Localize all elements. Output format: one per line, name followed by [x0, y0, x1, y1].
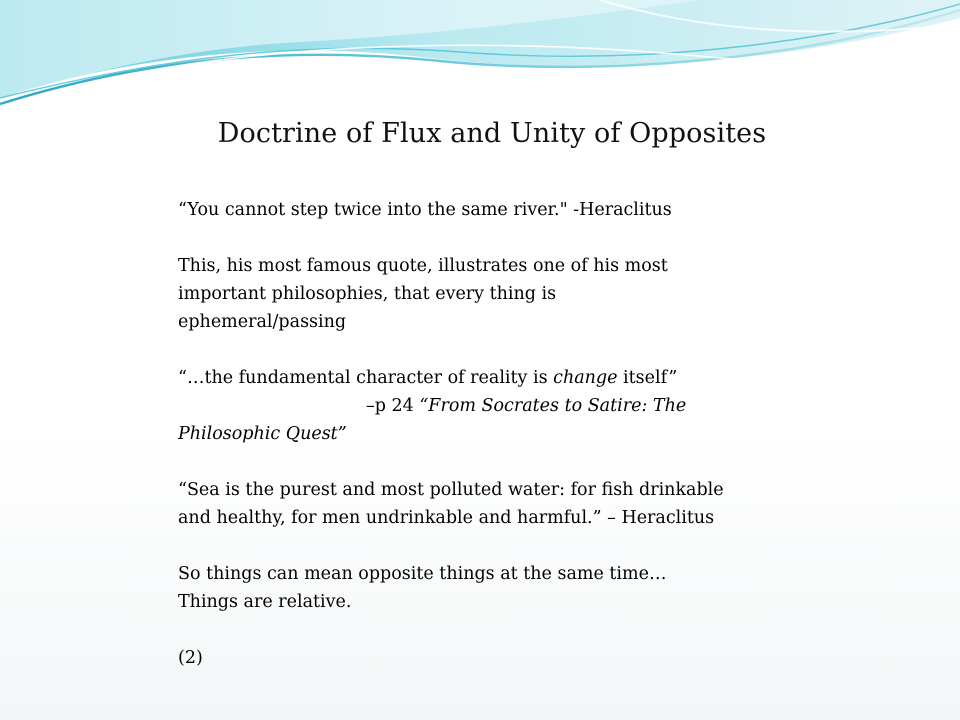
quote-emphasis: change: [553, 368, 618, 388]
book-citation: [178, 392, 818, 420]
body-paragraph-line: This, his most famous quote, illustrates one of his most: [178, 256, 668, 276]
reference-number: (2): [178, 648, 203, 668]
conclusion-line: Things are relative.: [178, 592, 352, 612]
conclusion-line: So things can mean opposite things at the same time…: [178, 564, 667, 584]
quote-text: “…the fundamental character of reality is: [178, 368, 554, 388]
sea-quote-line: “Sea is the purest and most polluted water: for fish drinkable: [178, 480, 724, 500]
sea-quote-line: and healthy, for men undrinkable and harmful.” – Heraclitus: [178, 508, 715, 528]
citation-book-title-continued: Philosophic Quest”: [178, 424, 347, 444]
citation-book-title: “From Socrates to Satire: The: [419, 396, 687, 416]
body-paragraph-line: ephemeral/passing: [178, 312, 347, 332]
body-paragraph-line: important philosophies, that every thing is: [178, 284, 557, 304]
reality-change-quote: [178, 364, 818, 392]
decorative-wave-header: [0, 0, 960, 110]
heraclitus-river-quote: “You cannot step twice into the same river." -Heraclitus: [178, 200, 672, 220]
slide-body: [178, 196, 818, 672]
citation-page: –p 24: [366, 396, 420, 416]
quote-text: itself”: [617, 368, 678, 388]
slide-title: Doctrine of Flux and Unity of Opposites: [217, 118, 767, 149]
